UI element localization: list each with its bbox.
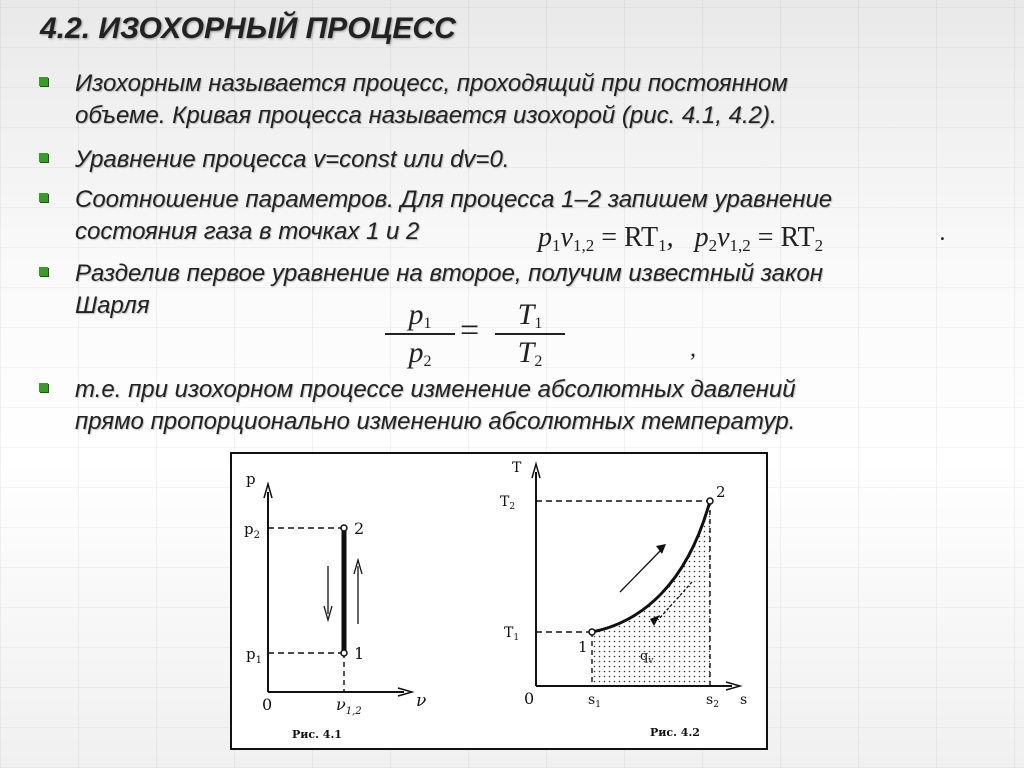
pv-point-2-label: 2: [354, 519, 365, 538]
figure-diagrams: [232, 454, 766, 748]
fraction-denominator: $p_2$: [408, 336, 432, 370]
bullet-process-equation: [75, 144, 995, 176]
pv-y-label: p: [246, 470, 256, 488]
formula-p2: p: [694, 222, 709, 253]
pv-v12-label: $\nu_{1,2}$: [336, 695, 362, 717]
bullet-text-line1: Уравнение процесса v=const или dv=0.: [75, 146, 510, 173]
bullet-marker: [39, 267, 48, 276]
fraction-temperature: [495, 298, 565, 370]
bullet-conclusion: [75, 374, 995, 438]
formula-t2-sub: 2: [814, 236, 824, 255]
charles-law-comma: ,: [690, 336, 696, 362]
fraction-pressure: [385, 298, 455, 370]
bullet-text-line2: состояния газа в точках 1 и 2: [75, 218, 420, 245]
formula-v1: v: [560, 222, 573, 253]
ts-point-2-label: 2: [716, 483, 726, 501]
ts-diagram: [500, 460, 747, 739]
bullet-marker: [39, 193, 48, 202]
bullet-marker: [39, 153, 48, 162]
bullet-marker: [39, 77, 48, 86]
formula-v2-sub: 1,2: [729, 236, 751, 255]
bullet-text-line2: объеме. Кривая процесса называется изохорой (рис. 4.1, 4.2).: [75, 102, 777, 129]
fig-4-1-caption: Рис. 4.1: [292, 728, 342, 741]
formula-v2: v: [717, 222, 730, 253]
ts-origin: 0: [524, 689, 535, 708]
ts-t2-label: $T_2$: [500, 494, 516, 512]
fraction-bar: [385, 333, 455, 335]
bullet-text-line2: Шарля: [75, 292, 150, 319]
bullet-text-line1: Соотношение параметров. Для процесса 1–2 запишем уравнение: [75, 186, 833, 213]
bullet-text-line1: т.е. при изохорном процессе изменение абсолютных давлений: [75, 376, 796, 403]
formula-p1-sub: 1: [552, 236, 561, 255]
fraction-denominator: $T_2$: [517, 336, 543, 370]
pv-point-1: [341, 650, 347, 656]
pv-point-2: [341, 525, 347, 531]
fraction-numerator: $T_1$: [517, 298, 543, 332]
bullet-text-line2: прямо пропорционально изменению абсолютных температур.: [75, 408, 796, 435]
ts-s2-label: $s_2$: [706, 692, 719, 710]
figure-panel: [230, 452, 768, 750]
slide-title: 4.2. ИЗОХОРНЫЙ ПРОЦЕСС: [40, 12, 456, 45]
bullet-marker: [39, 383, 48, 392]
ts-heat-label: $q_v$: [640, 649, 654, 666]
formula-t1-sub: 1: [658, 236, 667, 255]
ts-arrow-up-head: [656, 544, 666, 554]
pv-origin: 0: [262, 695, 273, 714]
formula-v1-sub: 1,2: [572, 236, 595, 255]
bullet-text-line1: Разделив первое уравнение на второе, получим известный закон: [75, 260, 823, 287]
pv-x-label: ν: [416, 691, 427, 711]
bullet-isochoric-definition: [75, 68, 995, 132]
ts-point-1: [589, 629, 595, 635]
ts-s1-label: $s_1$: [588, 692, 601, 710]
ts-point-1-label: 1: [578, 638, 588, 656]
pv-p2-label: $p_2$: [244, 520, 260, 541]
formula-separator: ,: [666, 222, 674, 253]
ts-t1-label: $T_1$: [504, 625, 520, 643]
bullet-text-line1: Изохорным называется процесс, проходящий при постоянном: [75, 70, 788, 97]
formula-p1: p: [538, 222, 552, 253]
ts-arrow-up: [620, 549, 662, 592]
equals-sign: =: [460, 312, 480, 349]
charles-law-formula: [385, 298, 565, 370]
formula-rhs2: = RT: [757, 222, 815, 253]
ts-y-label: T: [512, 460, 522, 476]
ts-x-label: s: [740, 692, 748, 708]
formula-p2-sub: 2: [708, 236, 718, 255]
fraction-numerator: $p_1$: [408, 298, 432, 332]
fig-4-2-caption: Рис. 4.2: [650, 726, 700, 739]
pv-diagram: [244, 470, 426, 741]
fraction-bar: [495, 333, 565, 335]
state-equation-period: .: [940, 220, 946, 246]
ts-point-2: [707, 498, 713, 504]
state-equation-formula: [538, 222, 823, 256]
pv-point-1-label: 1: [354, 644, 365, 663]
pv-p1-label: $p_1$: [246, 645, 262, 666]
bullet-parameter-relation: [75, 184, 995, 248]
formula-rhs1: = RT: [601, 222, 659, 253]
